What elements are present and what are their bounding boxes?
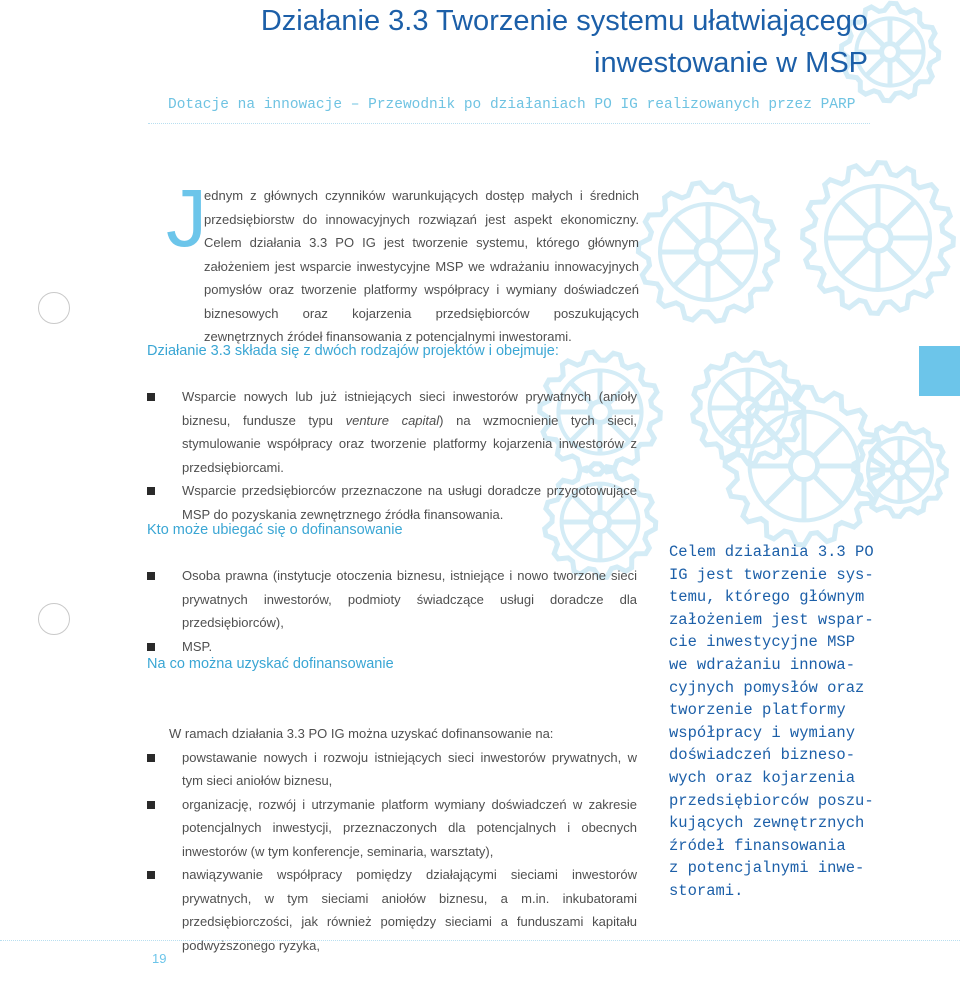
side-note	[669, 541, 883, 903]
side-note-line: temu, którego głównym	[669, 588, 865, 607]
section-heading-eligibility: Kto może ubiegać się o dofinansowanie	[147, 522, 403, 538]
side-note-line: z potencjalnymi inwe-	[669, 859, 865, 878]
gear-icon	[638, 183, 777, 321]
bullet-icon	[147, 871, 155, 879]
gear-icon	[725, 387, 883, 545]
list-item	[147, 635, 637, 659]
item-italic: venture capital	[345, 412, 440, 428]
side-note-line: wych oraz kojarzenia	[669, 768, 856, 787]
list-item	[147, 793, 637, 864]
item-text: Wsparcie przedsiębiorców przeznaczone na usługi doradcze przygotowujące MSP do pozyskania zewnętrznego źródła finansowania.	[182, 483, 637, 522]
binder-hole-circle	[38, 603, 70, 635]
list-item	[147, 479, 637, 526]
item-text: organizację, rozwój i utrzymanie platform wymiany doświadczeń w zakresie potencjalnych inwestycji, przeznaczonych dla potencjalnych i obecnych inwestorów (w tym konferencje, seminaria, warsztaty),	[182, 796, 637, 859]
funding-list	[147, 722, 637, 957]
bullet-icon	[147, 487, 155, 495]
item-text: nawiązywanie współpracy pomiędzy działającymi sieciami inwestorów prywatnych, w tym sieciami aniołów biznesu, a m.in. inkubatorami przedsiębiorczości, jak również pomiędzy sieciami a funduszami kapitału podwyższonego ryzyka,	[182, 867, 637, 953]
list-item	[147, 863, 637, 957]
item-text: Osoba prawna (instytucje otoczenia biznesu, istniejące i nowo tworzone sieci prywatnych inwestorów, podmioty świadczące usługi doradcze dla przedsiębiorców),	[182, 568, 637, 630]
side-note-line: założeniem jest wspar-	[669, 610, 874, 629]
intro-text: ednym z głównych czynników warunkujących dostęp małych i średnich przedsiębiorstw do innowacyjnych rozwiązań jest aspekt ekonomiczny. Celem działania 3.3 PO IG jest tworzenie systemu, którego głównym założeniem jest wsparcie inwestycyjne MSP we wdrażaniu innowacyjnych pomysłów oraz tworzenie platformy współpracy i wymiany doświadczeń biznesowych oraz kojarzenia przedsiębiorców poszukujących zewnętrznych źródeł finansowania z potencjalnymi inwestorami.	[204, 188, 639, 344]
section-heading-projects: Działanie 3.3 składa się z dwóch rodzajów projektów i obejmuje:	[147, 343, 559, 359]
side-note-line: przedsiębiorców poszu-	[669, 791, 874, 810]
side-note-line: we wdrażaniu innowa-	[669, 655, 856, 674]
side-note-line: doświadczeń bizneso-	[669, 746, 856, 765]
header-divider	[148, 123, 870, 124]
side-note-line: źródeł finansowania	[669, 836, 846, 855]
side-note-line: cie inwestycyjne MSP	[669, 633, 856, 652]
page-number: 19	[152, 951, 167, 966]
side-note-line: storami.	[669, 881, 744, 900]
side-note-line: IG jest tworzenie sys-	[669, 565, 874, 584]
binder-hole-circle	[38, 292, 70, 324]
eligibility-list	[147, 564, 637, 658]
list-item	[147, 746, 637, 793]
bullet-icon	[147, 754, 155, 762]
bullet-icon	[147, 393, 155, 401]
item-text: MSP.	[182, 638, 213, 654]
bullet-icon	[147, 572, 155, 580]
side-note-line: tworzenie platformy	[669, 701, 846, 720]
item-text: Wsparcie nowych lub już istniejących sieci inwestorów prywatnych (anioły biznesu, fundusze typu	[182, 389, 637, 428]
side-note-line: Celem działania 3.3 PO	[669, 543, 874, 561]
gear-icon	[803, 163, 954, 314]
running-header: Dotacje na innowacje – Przewodnik po działaniach PO IG realizowanych przez PARP	[168, 97, 856, 113]
projects-list	[147, 385, 637, 526]
bullet-icon	[147, 801, 155, 809]
list-item	[147, 564, 637, 635]
title-line-1: Działanie 3.3 Tworzenie systemu ułatwiającego	[260, 5, 868, 37]
funding-lead: W ramach działania 3.3 PO IG można uzyskać dofinansowanie na:	[169, 726, 554, 741]
side-note-line: kujących zewnętrznych	[669, 814, 865, 833]
section-heading-funding: Na co można uzyskać dofinansowanie	[147, 656, 394, 672]
item-text: ) na wzmocnienie tych sieci, stymulowanie współpracy oraz tworzenie platformy kojarzenia inwestorów z przedsiębiorcami.	[182, 412, 637, 475]
page-title	[261, 0, 868, 84]
item-text: powstawanie nowych i rozwoju istniejących sieci inwestorów prywatnych, w tym sieci aniołów biznesu,	[182, 749, 637, 788]
side-note-line: współpracy i wymiany	[669, 723, 856, 742]
drop-cap: J	[166, 173, 207, 264]
footer-divider	[0, 940, 960, 941]
list-item	[147, 385, 637, 479]
bullet-icon	[147, 643, 155, 651]
title-line-2: inwestowanie w MSP	[594, 47, 868, 79]
chapter-tab	[919, 346, 960, 396]
intro-paragraph	[147, 184, 639, 349]
side-note-line: cyjnych pomysłów oraz	[669, 678, 865, 697]
